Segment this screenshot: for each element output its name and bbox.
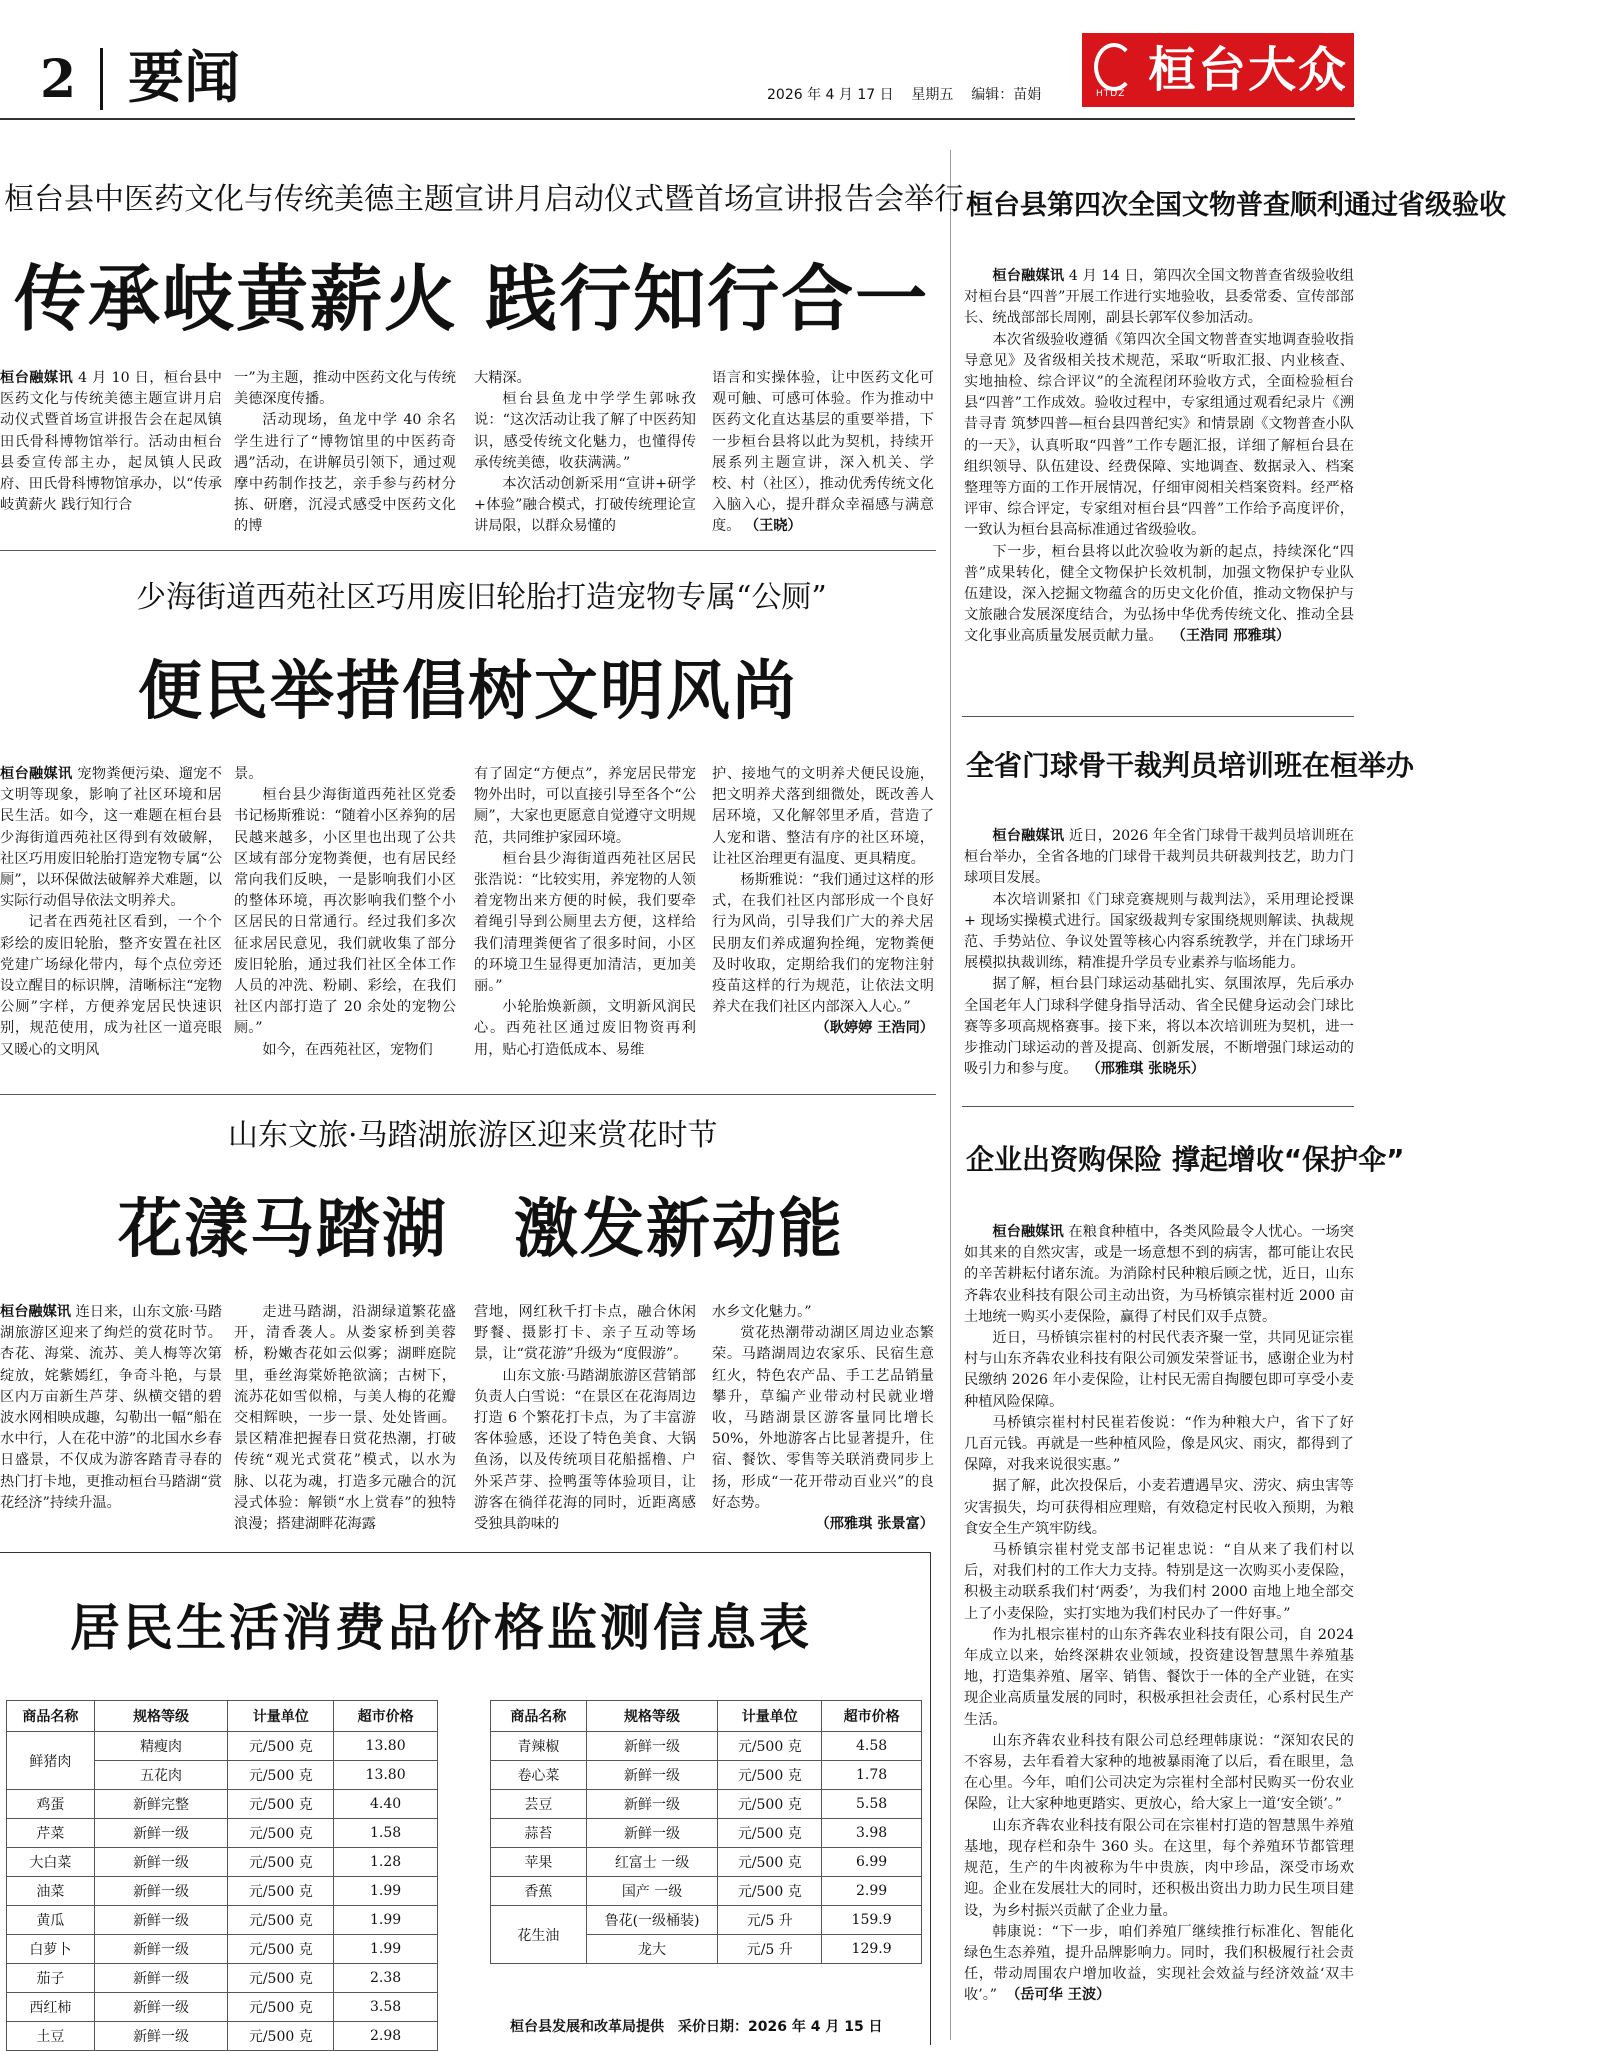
item-name-cell: 卷心菜 (491, 1761, 587, 1790)
article3-tag: 桓台融媒讯 (0, 1304, 71, 1320)
grade-cell: 新鲜一级 (94, 1819, 228, 1848)
item-name-cell: 花生油 (491, 1906, 587, 1964)
table-row (7, 1819, 438, 1848)
article2-text: 宠物粪便污染、遛宠不文明等现象，影响了社区环境和居民生活。如今，这一难题在桓台县少海街道西苑社区得到有效破解，社区巧用废旧轮胎打造宠物专属“公厕”，以环保做法破解养犬难题，以实际行动倡导依法文明养犬。 (0, 766, 222, 910)
article3-text: 连日来，山东文旅·马踏湖旅游区迎来了绚烂的赏花时节。杏花、海棠、流苏、美人梅等次第绽放，姹紫嫣红，争奇斗艳，与景区内万亩新生芦芽、纵横交错的碧波水网相映成趣，勾勒出一幅“船在水中行，人在花中游”的北国水乡春日盛景，不仅成为游客踏青寻春的热门打卡地，更推动桓台马踏湖“赏花经济”持续升温。 (0, 1304, 222, 1511)
price-cell: 1.78 (822, 1761, 922, 1790)
article3-col2 (234, 1302, 456, 1536)
grade-cell: 新鲜一级 (94, 1993, 228, 2022)
item-name-cell: 大白菜 (7, 1848, 95, 1877)
article2-text: 如今，在西苑社区，宠物们 (262, 1041, 433, 1058)
item-name-cell: 鸡蛋 (7, 1790, 95, 1819)
right3-byline: （岳可华 王波） (1006, 1987, 1111, 2004)
grade-cell: 精瘦肉 (94, 1732, 228, 1761)
article1-col3 (474, 368, 696, 538)
article1-col1 (0, 368, 222, 538)
article3-byline: （邢雅琪 张景富） (815, 1516, 934, 1533)
table-header: 商品名称 (491, 1701, 587, 1732)
item-name-cell: 茄子 (7, 1964, 95, 1993)
table-row (491, 1790, 922, 1819)
right3-text: 韩康说：“下一步，咱们养殖厂继续推行标准化、智能化绿色生态养殖，提升品牌影响力。同时，我们积极履行社会责任，带动周围农户增加收益，实现社会效益与经济效益‘双丰收’。” (964, 1923, 1354, 2004)
table-header: 超市价格 (334, 1701, 438, 1732)
unit-cell: 元/500 克 (228, 1993, 334, 2022)
masthead-name: 桓台大众 (1148, 42, 1349, 98)
price-cell: 1.99 (334, 1906, 438, 1935)
article1-text: 4 月 10 日，桓台县中医药文化与传统美德主题宣讲月启动仪式暨首场宣讲报告会在起凤镇田氏骨科博物馆举行。活动由桓台县委宣传部主办，起凤镇人民政府、田氏骨科博物馆承办，以“传承岐黄薪火 践行知行合 (0, 370, 222, 514)
article1-kicker: 桓台县中医药文化与传统美德主题宣讲月启动仪式暨首场宣讲报告会举行 (4, 182, 964, 217)
price-table-right (490, 1700, 922, 1964)
unit-cell: 元/500 克 (228, 2022, 334, 2051)
unit-cell: 元/5 升 (718, 1935, 822, 1964)
grade-cell: 新鲜一级 (94, 2022, 228, 2051)
unit-cell: 元/500 克 (228, 1877, 334, 1906)
price-cell: 1.99 (334, 1935, 438, 1964)
dateline (767, 86, 1041, 104)
article2-col1 (0, 764, 222, 1082)
table-row (7, 1964, 438, 1993)
header-divider (100, 48, 103, 110)
unit-cell: 元/500 克 (228, 1819, 334, 1848)
table-row (491, 1819, 922, 1848)
article2-tag: 桓台融媒讯 (0, 766, 73, 782)
price-cell: 3.58 (334, 1993, 438, 2022)
article2-headline: 便民举措倡树文明风尚 (138, 654, 798, 729)
article2-text: 有了固定“方便点”，养宠居民带宠物外出时，可以直接引导至各个“公厕”，大家也更愿意自觉遵守文明规范，共同维护家园环境。 (474, 766, 696, 846)
article1-text: 一”为主题，推动中医药文化与传统美德深度传播。 (234, 370, 456, 408)
price-cell: 2.99 (822, 1877, 922, 1906)
right3-text: 马桥镇宗崔村村民崔若俊说：“作为种粮大户，省下了好几百元钱。再就是一些种植风险，像是风灾、雨灾，都得到了保障，对我来说很实惠。” (964, 1414, 1354, 1474)
right2-text: 近日，2026 年全省门球骨干裁判员培训班在桓台举办，全省各地的门球骨干裁判员共研裁判技艺，助力门球项目发展。 (964, 828, 1354, 887)
price-cell: 1.28 (334, 1848, 438, 1877)
grade-cell: 红富士 一级 (586, 1848, 718, 1877)
table-header: 规格等级 (586, 1701, 718, 1732)
item-name-cell: 香蕉 (491, 1877, 587, 1906)
table-row (491, 1906, 922, 1935)
article1-text: 桓台县鱼龙中学学生郭咏孜说：“这次活动让我了解了中医药知识，感受传统文化魅力，也懂得传承传统美德，收获满满。” (474, 391, 696, 471)
unit-cell: 元/500 克 (718, 1761, 822, 1790)
right1-text: 4 月 14 日，第四次全国文物普查省级验收组对桓台县“四普”开展工作进行实地验收，县委常委、宣传部部长、统战部部长周刚，副县长郭军仪参加活动。 (964, 268, 1354, 327)
right2-tag: 桓台融媒讯 (992, 828, 1065, 844)
unit-cell: 元/500 克 (718, 1732, 822, 1761)
section-name: 要闻 (128, 46, 240, 111)
table-header: 规格等级 (94, 1701, 228, 1732)
unit-cell: 元/500 克 (228, 1732, 334, 1761)
article2-byline: （耿婷婷 王浩同） (815, 1020, 934, 1037)
item-name-cell: 鲜猪肉 (7, 1732, 95, 1790)
unit-cell: 元/500 克 (228, 1964, 334, 1993)
article-divider (0, 1094, 936, 1095)
price-cell: 1.58 (334, 1819, 438, 1848)
right3-text: 山东齐犇农业科技有限公司总经理韩康说：“深知农民的不容易，去年看着大家种的地被暴雨淹了以后，看在眼里，急在心里。今年，咱们公司决定为宗崔村全部村民购买一份农业保险，让大家种地更踏实、更放心，给大家上一道‘安全锁’。” (964, 1732, 1354, 1813)
right1-text: 本次省级验收遵循《第四次全国文物普查实地调查验收指导意见》及省级相关技术规范，采取“听取汇报、内业核查、实地抽检、综合评议”的全流程闭环验收方式，全面检验桓台县“四普”工作成效。验收过程中，专家组通过观看纪录片《溯昔寻青 筑梦四普—桓台县四普纪实》和情景剧《文物普查小队的一天》，认真听取“四普”工作专题汇报，详细了解桓台县在组织领导、队伍建设、经费保障、实地调查、数据录入、档案整理等方面的工作开展情况，仔细审阅相关档案资料。经严格评审、综合评定，专家组对桓台县“四普”工作给予高度评价，一致认为桓台县高标准通过省级验收。 (964, 331, 1354, 539)
article3-kicker: 山东文旅·马踏湖旅游区迎来赏花时节 (228, 1118, 718, 1153)
grade-cell: 新鲜一级 (94, 1935, 228, 1964)
issue-date: 2026 年 4 月 17 日 (767, 87, 894, 103)
price-cell: 159.9 (822, 1906, 922, 1935)
table-header: 计量单位 (228, 1701, 334, 1732)
article3-col1 (0, 1302, 222, 1536)
price-table-title: 居民生活消费品价格监测信息表 (70, 1598, 812, 1657)
grade-cell: 新鲜一级 (586, 1732, 718, 1761)
grade-cell: 新鲜一级 (94, 1964, 228, 1993)
grade-cell: 新鲜完整 (94, 1790, 228, 1819)
unit-cell: 元/500 克 (228, 1848, 334, 1877)
table-row (7, 1877, 438, 1906)
item-name-cell: 青辣椒 (491, 1732, 587, 1761)
price-cell: 129.9 (822, 1935, 922, 1964)
right3-text: 在粮食种植中，各类风险最令人忧心。一场突如其来的自然灾害，或是一场意想不到的病害，都可能让农民的辛苦耕耘付诸东流。为消除村民种粮后顾之忧，近日，山东齐犇农业科技有限公司主动出资，为马桥镇宗崔村近 2000 亩土地统一购买小麦保险，赢得了村民们双手点赞。 (964, 1224, 1354, 1325)
unit-cell: 元/500 克 (718, 1790, 822, 1819)
table-row (7, 1906, 438, 1935)
article2-text: 景。 (234, 766, 263, 782)
article1-text: 语言和实操体验，让中医药文化可观可触、可感可体验。作为推动中医药文化直达基层的重要举措，下一步桓台县将以此为契机，持续开展系列主题宣讲，深入机关、学校、村（社区），推动优秀传统文化入脑入心，提升群众幸福感与满意度。 (712, 370, 934, 535)
table-row (7, 1732, 438, 1761)
article2-col2 (234, 764, 456, 1082)
item-name-cell: 黄瓜 (7, 1906, 95, 1935)
article-divider (962, 716, 1354, 717)
right3-text: 据了解，此次投保后，小麦若遭遇旱灾、涝灾、病虫害等灾害损失，均可获得相应理赔，有效稳定村民收入预期，为粮食安全生产筑牢防线。 (964, 1478, 1354, 1537)
price-cell: 6.99 (822, 1848, 922, 1877)
article2-text: 桓台县少海街道西苑社区党委书记杨斯雅说：“随着小区养狗的居民越来越多，小区里也出现了公共区域有部分宠物粪便，也有居民经常向我们反映，一是影响我们小区的整体环境，再次影响我们整个小区居民的日常通行。经过我们多次征求居民意见，我们就收集了部分废旧轮胎，通过我们社区全体工作人员的冲洗、粉刷、彩绘，在我们社区内部打造了 20 余处的宠物公厕。” (234, 787, 456, 1037)
right3-text: 近日，马桥镇宗崔村的村民代表齐聚一堂，共同见证宗崔村与山东齐犇农业科技有限公司颁发荣誉证书，感谢企业为村民缴纳 2026 年小麦保险，让村民无需自掏腰包即可享受小麦种植风险保障。 (964, 1330, 1354, 1410)
editor-name: 编辑：苗娟 (971, 87, 1042, 103)
article-divider (962, 1106, 1354, 1107)
article2-text: 护、接地气的文明养犬便民设施，把文明养犬落到细微处，既改善人居环境，又化解邻里矛盾，营造了人宠和谐、整洁有序的社区环境，让社区治理更有温度、更具精度。 (712, 766, 934, 867)
unit-cell: 元/500 克 (718, 1819, 822, 1848)
article1-text: 活动现场，鱼龙中学 40 余名学生进行了“博物馆里的中医药奇遇”活动，在讲解员引领下，通过观摩中药制作技艺，亲手参与药材分拣、研磨，沉浸式感受中医药文化的博 (234, 412, 456, 535)
article3-text: 营地，网红秋千打卡点，融合休闲野餐、摄影打卡、亲子互动等场景，让“赏花游”升级为“度假游”。 (474, 1304, 696, 1363)
grade-cell: 新鲜一级 (586, 1819, 718, 1848)
price-cell: 4.58 (822, 1732, 922, 1761)
item-name-cell: 蒜苔 (491, 1819, 587, 1848)
right3-tag: 桓台融媒讯 (992, 1224, 1064, 1240)
article2-kicker: 少海街道西苑社区巧用废旧轮胎打造宠物专属“公厕” (136, 580, 827, 615)
right3-text: 作为扎根宗崔村的山东齐犇农业科技有限公司，自 2024 年成立以来，始终深耕农业领域，投资建设智慧黑牛养殖基地，打造集养殖、屠宰、销售、餐饮于一体的全产业链，在实现企业高质量发展的同时，积极承担社会责任，心系村民生产生活。 (964, 1626, 1354, 1728)
article3-headline: 花漾马踏湖 激发新动能 (118, 1192, 844, 1267)
header-rule (0, 118, 1355, 120)
item-name-cell: 芹菜 (7, 1819, 95, 1848)
article1-col4 (712, 368, 934, 538)
right2-text: 本次培训紧扣《门球竞赛规则与裁判法》，采用理论授课 + 现场实操模式进行。国家级裁判专家围绕规则解读、执裁规范、手势站位、争议处置等核心内容系统教学，并在门球场开展模拟执裁训练，精准提升学员专业素养与临场能力。 (964, 891, 1354, 972)
grade-cell: 新鲜一级 (586, 1761, 718, 1790)
grade-cell: 新鲜一级 (94, 1877, 228, 1906)
article1-text: 大精深。 (474, 370, 531, 386)
price-cell: 2.98 (334, 2022, 438, 2051)
price-cell: 5.58 (822, 1790, 922, 1819)
article1-byline: （王晓） (744, 518, 802, 535)
right1-tag: 桓台融媒讯 (992, 268, 1065, 284)
grade-cell: 新鲜一级 (586, 1790, 718, 1819)
article2-text: 杨斯雅说：“我们通过这样的形式，在我们社区内部形成一个良好行为风尚，引导我们广大的养犬居民朋友们养成遛狗拴绳，宠物粪便及时收取，定期给我们的宠物注射疫苗这样的行为规范，让依法文明养犬在我们社区内部深入人心。” (712, 872, 934, 1016)
price-cell: 2.38 (334, 1964, 438, 1993)
price-table-left (6, 1700, 438, 2051)
article2-text: 桓台县少海街道西苑社区居民张浩说：“比较实用，养宠物的人领着宠物出来方便的时候，我们要牵着绳引导到公厕里去方便，这样给我们清理粪便省了很多时间，小区的环境卫生显得更加清洁，更加美丽。” (474, 850, 696, 995)
table-row (491, 1761, 922, 1790)
table-row (7, 1790, 438, 1819)
article3-text: 走进马踏湖，沿湖绿道繁花盛开，清香袭人。从娄家桥到美蓉桥，粉嫩杏花如云似雾；湖畔庭院里，垂丝海棠娇艳欲滴；古树下，流苏花如雪似棉，与美人梅的花瓣交相辉映，一步一景、处处皆画。景区精准把握春日赏花热潮，打破传统“观光式赏花”模式，以水为脉、以花为魂，打造多元融合的沉浸式体验：解锁“水上赏春”的独特浪漫；搭建湖畔花海露 (234, 1304, 456, 1533)
table-row (491, 1732, 922, 1761)
article3-col3 (474, 1302, 696, 1536)
price-cell: 13.80 (334, 1761, 438, 1790)
article3-text: 水乡文化魅力。” (712, 1304, 812, 1320)
unit-cell: 元/500 克 (228, 1935, 334, 1964)
table-row (7, 2022, 438, 2051)
table-row (7, 1993, 438, 2022)
issue-weekday: 星期五 (911, 87, 954, 103)
article-divider (0, 550, 936, 551)
article2-text: 记者在西苑社区看到，一个个彩绘的废旧轮胎，整齐安置在社区党建广场绿化带内，每个点位旁还设立醒目的标识牌，清晰标注“宠物公厕”字样，方便养宠居民快速识别，规范使用，成为社区一道亮眼又暖心的文明风 (0, 914, 222, 1058)
table-header: 超市价格 (822, 1701, 922, 1732)
grade-cell: 龙大 (586, 1935, 718, 1964)
article1-text: 本次活动创新采用“宣讲+研学+体验”融合模式，打破传统理论宣讲局限，以群众易懂的 (474, 476, 696, 535)
unit-cell: 元/500 克 (228, 1790, 334, 1819)
item-name-cell: 芸豆 (491, 1790, 587, 1819)
grade-cell: 新鲜一级 (94, 1906, 228, 1935)
grade-cell: 鲁花(一级桶装) (586, 1906, 718, 1935)
page-number: 2 (40, 49, 77, 110)
right1-headline: 桓台县第四次全国文物普查顺利通过省级验收 (966, 190, 1506, 221)
right1-body (964, 266, 1354, 706)
article1-headline: 传承岐黄薪火 践行知行合一 (14, 256, 930, 341)
unit-cell: 元/500 克 (718, 1877, 822, 1906)
masthead-abbr: HTDZ (1096, 89, 1126, 99)
table-row (491, 1848, 922, 1877)
unit-cell: 元/500 克 (228, 1761, 334, 1790)
item-name-cell: 西红柿 (7, 1993, 95, 2022)
item-name-cell: 苹果 (491, 1848, 587, 1877)
article1-col2 (234, 368, 456, 538)
right2-headline: 全省门球骨干裁判员培训班在桓举办 (966, 749, 1415, 782)
unit-cell: 元/500 克 (718, 1848, 822, 1877)
table-header: 计量单位 (718, 1701, 822, 1732)
table-header: 商品名称 (7, 1701, 95, 1732)
item-name-cell: 土豆 (7, 2022, 95, 2051)
unit-cell: 元/5 升 (718, 1906, 822, 1935)
right3-headline: 企业出资购保险 撑起增收“保护伞” (966, 1143, 1405, 1176)
price-cell: 3.98 (822, 1819, 922, 1848)
price-cell: 1.99 (334, 1877, 438, 1906)
price-cell: 13.80 (334, 1732, 438, 1761)
right1-byline: （王浩同 邢雅琪） (1171, 628, 1291, 645)
article3-text: 赏花热潮带动湖区周边业态繁荣。马踏湖周边农家乐、民宿生意红火，特色农产品、手工艺品销量攀升，草编产业带动村民就业增收，马踏湖景区游客量同比增长 50%，外地游客占比显著提升，住宿、餐饮、零售等关联消费同步上扬，形成“一花开带动百业兴”的良好态势。 (712, 1325, 934, 1511)
right3-text: 马桥镇宗崔村党支部书记崔忠说：“自从来了我们村以后，对我们村的工作大力支持。特别是这一次购买小麦保险，积极主动联系我们村‘两委’，为我们村 2000 亩地上地全部交上了小麦保险，实打实地为我们村民办了一件好事。” (964, 1542, 1354, 1622)
unit-cell: 元/500 克 (228, 1906, 334, 1935)
masthead-logo (1082, 33, 1354, 107)
column-divider (950, 150, 951, 2040)
item-name-cell: 油菜 (7, 1877, 95, 1906)
article3-col4 (712, 1302, 934, 1536)
table-row (7, 1935, 438, 1964)
grade-cell: 五花肉 (94, 1761, 228, 1790)
item-name-cell: 白萝卜 (7, 1935, 95, 1964)
right1-text: 下一步，桓台县将以此次验收为新的起点，持续深化“四普”成果转化，健全文物保护长效机制，加强文物保护专业队伍建设，深入挖掘文物蕴含的历史文化价值，推动文物保护与文旅融合发展深度结合，为弘扬中华优秀传统文化、推动全县文化事业高质量发展贡献力量。 (964, 543, 1354, 645)
right2-byline: （邢雅琪 张晓乐） (1086, 1061, 1205, 1078)
swirl-logo-icon (1094, 43, 1134, 91)
article2-text: 小轮胎焕新颜，文明新风润民心。西苑社区通过废旧物资再利用，贴心打造低成本、易维 (474, 999, 696, 1058)
article3-text: 山东文旅·马踏湖旅游区营销部负责人白雪说：“在景区在花海周边打造 6 个繁花打卡点，为了丰富游客体验感，还设了特色美食、大锅鱼汤，以及传统项目花船摇橹、户外采芦芽、捡鸭蛋等体验项目，让游客在徜徉花海的同时，近距离感受独具韵味的 (474, 1367, 696, 1533)
price-table-footer: 桓台县发展和改革局提供 采价日期：2026 年 4 月 15 日 (510, 2019, 883, 2035)
article2-col3 (474, 764, 696, 1082)
table-row (7, 1848, 438, 1877)
table-row (491, 1877, 922, 1906)
grade-cell: 国产 一级 (586, 1877, 718, 1906)
article2-col4 (712, 764, 934, 1082)
article1-tag: 桓台融媒讯 (0, 370, 74, 386)
right2-body (964, 826, 1354, 1096)
grade-cell: 新鲜一级 (94, 1848, 228, 1877)
right2-text: 据了解，桓台县门球运动基础扎实、氛围浓厚，先后承办全国老年人门球科学健身指导活动、省全民健身运动会门球比赛等多项高规格赛事。接下来，将以本次培训班为契机，进一步推动门球运动的普及提高、创新发展，不断增强门球运动的吸引力和参与度。 (964, 976, 1354, 1078)
price-cell: 4.40 (334, 1790, 438, 1819)
right3-text: 山东齐犇农业科技有限公司在宗崔村打造的智慧黑牛养殖基地，现存栏和杂牛 360 头。在这里，每个养殖环节都管理规范，生产的牛肉被称为牛中贵族，肉中珍品，深受市场欢迎。企业在发展壮大的同时，还积极出资出力助力民生项目建设，为乡村振兴贡献了企业力量。 (964, 1817, 1354, 1919)
right3-body (964, 1222, 1354, 2044)
